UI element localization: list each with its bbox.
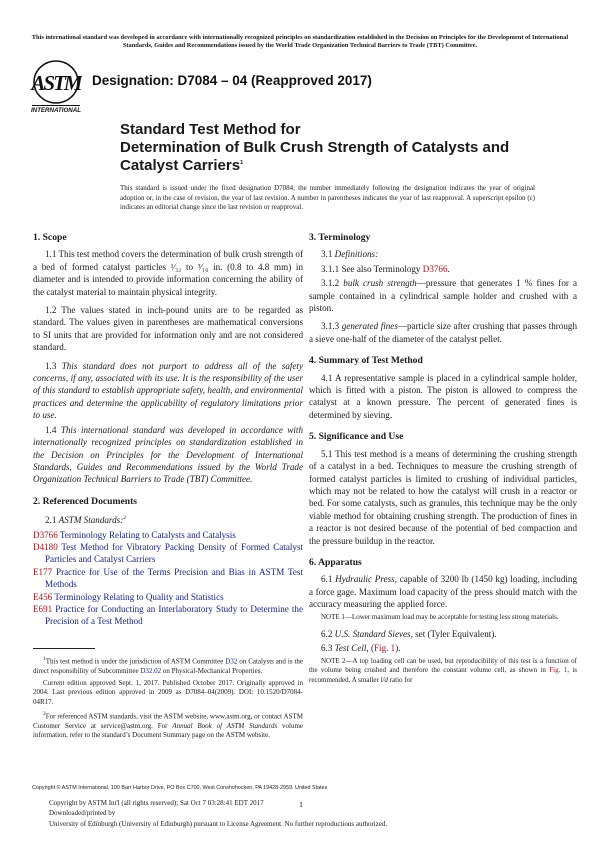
- fig-1-link[interactable]: Fig. 1: [374, 643, 396, 654]
- title-footnote-mark[interactable]: 1: [240, 160, 244, 166]
- scope-1-2: 1.2 The values stated in inch-pound units are to be regarded as standard. The values given in parentheses are mathematical conversions to SI units that are provided for information only and are not considered standard.: [33, 305, 303, 353]
- apparatus-6-2: 6.2 U.S. Standard Sieves, set (Tyler Equivalent).: [321, 628, 497, 639]
- edition-note: Current edition approved Sept. 1, 2017. Published October 2017. Originally approved in 2004. Last previous edition approved in 2009 as D7084–04(2009). DOI: 10.1520/D7084-04R17.: [33, 678, 303, 706]
- d3766-link[interactable]: D3766: [422, 263, 448, 274]
- section-significance-heading: 5. Significance and Use: [309, 431, 404, 443]
- scope-1-3: 1.3 This standard does not purport to address all of the safety concerns, if any, associated with its use. It is the responsibility of the user of this standard to establish appropriate safety, health, and environmental practices and determine the applicability of regulatory limitations prior to use.: [33, 360, 303, 421]
- apparatus-6-1: 6.1 Hydraulic Press, capable of 3200 lb (1450 kg) loading, including a force gage. Maximum load capacity of the press should match with the accuracy measuring the applied force.: [309, 574, 577, 610]
- license-line-2: Downloaded/printed by: [49, 809, 116, 818]
- ref-item[interactable]: [33, 541, 303, 566]
- fig-1-link[interactable]: Fig. 1: [549, 666, 568, 675]
- note-1: NOTE 1—Lower maximum load may be acceptable for testing less strong materials.: [321, 612, 559, 621]
- ref-code[interactable]: E456: [33, 591, 53, 602]
- ref-item[interactable]: [33, 529, 303, 541]
- ref-code[interactable]: D3766: [33, 529, 58, 540]
- note-2: NOTE 2—A top loading cell can be used, but reproducibility of this test is a function of the volume being crushed and therefore the constant volume cell, as shown in Fig. 1, is recommended. A smaller l/d ratio for: [309, 656, 577, 684]
- ref-code[interactable]: E691: [33, 604, 53, 614]
- section-apparatus-heading: 6. Apparatus: [309, 556, 362, 568]
- apparatus-6-3: 6.3 Test Cell, (Fig. 1).: [321, 643, 401, 654]
- ref-title[interactable]: Practice for Conducting an Interlaboratory Study to Determine the Precision of a Test Method: [45, 604, 303, 627]
- ref-item[interactable]: [33, 566, 303, 591]
- license-line-3: University of Edinburgh (University of Edinburgh) pursuant to License Agreement. No further reproductions authorized.: [49, 819, 388, 828]
- section-scope-heading: 1. Scope: [33, 232, 67, 243]
- title-line-3: Catalyst Carriers$^1$: [120, 157, 244, 174]
- footnote-2: $^2$For referenced ASTM standards, visit the ASTM website, www.astm.org, or contact ASTM Customer Service at service@astm.org. For Annual Book of ASTM Standards volume information, refer to the standard’s Document Summary page on the ASTM website.: [33, 711, 303, 740]
- svg-text:ASTM: ASTM: [31, 71, 81, 95]
- astm-logo: [30, 58, 82, 116]
- ref-title[interactable]: Terminology Relating to Quality and Statistics: [54, 591, 224, 602]
- scope-1-4: 1.4 This international standard was developed in accordance with internationally recognized principles on standardization established in the Decision on Principles for the Development of International Standards, Guides and Recommendations issued by the World Trade Organization Technical Barriers to Trade (TBT) Committee.: [33, 424, 303, 485]
- committee-d32-link[interactable]: D32: [225, 657, 238, 666]
- subcommittee-d32-02-link[interactable]: D32.02: [140, 666, 162, 675]
- title-line-1: Standard Test Method for: [120, 121, 301, 138]
- definitions-label: 3.1 Definitions:: [321, 249, 379, 260]
- astm-standards-label: 2.1 ASTM Standards:$^2$: [45, 515, 126, 526]
- license-line-1: Copyright by ASTM Int'l (all rights reserved); Sat Oct 7 03:28:41 EDT 2017: [49, 799, 264, 807]
- section-summary-heading: 4. Summary of Test Method: [309, 355, 423, 367]
- ref-item[interactable]: [33, 591, 303, 603]
- svg-text:INTERNATIONAL: INTERNATIONAL: [30, 107, 82, 114]
- page-number: 1: [299, 800, 303, 809]
- right-column: [309, 232, 577, 691]
- copyright-line: Copyright © ASTM International, 100 Barr Harbor Drive, PO Box C700, West Conshohocken, PA 19428-2959. United States: [32, 785, 328, 791]
- ref-code[interactable]: D4180: [33, 541, 58, 552]
- footnote-2-mark[interactable]: 2: [123, 515, 126, 522]
- section-referenced-heading: 2. Referenced Documents: [33, 495, 137, 507]
- scope-1-1: 1.1 This test method covers the determination of bulk crush strength of a bed of formed catalyst particles ¹⁄₃₂ to ³⁄₁₆ in. (0.8 to 4.8 mm) in diameter and is intended to provide information concerning the ability of the catalyst material to maintain physical integrity.: [33, 249, 303, 297]
- significance-5-1: 5.1 This test method is a means of determining the crushing strength of a catalyst in a bed. Techniques to measure the crushing strength of formed catalyst particles is limited to crushing of individual particles, which may not be related to how the catalyst will crush in a reactor or bed. For some catalysts, such as granules, this technique may be the only viable method for obtaining crushing strength. The production of fines in a reactor is not desired because of the potential of bed compaction and the pressure buildup in the reactor.: [309, 448, 577, 546]
- issued-note: This standard is issued under the fixed designation D7084; the number immediately following the designation indicates the year of original adoption or, in the case of revision, the year of last revision. A number in parentheses indicates the year of last reapproval. A superscript epsilon (ε) indicates an editorial change since the last revision or reapproval.: [120, 184, 535, 212]
- referenced-list: [33, 529, 303, 628]
- term-3-1-1: 3.1.1 See also Terminology D3766.: [321, 263, 450, 274]
- ref-title[interactable]: Terminology Relating to Catalysts and Catalysis: [59, 529, 236, 540]
- left-column: [33, 232, 303, 744]
- ref-item[interactable]: [33, 603, 303, 628]
- title-line-2: Determination of Bulk Crush Strength of Catalysts and: [120, 139, 510, 156]
- astm-logo-icon: [30, 58, 82, 116]
- summary-4-1: 4.1 A representative sample is placed in a cylindrical sample holder, which is fitted with a piston. The piston is allowed to compress the catalyst at a known pressure. The percent of generated fines is determined by sieving.: [309, 372, 577, 420]
- ref-code[interactable]: E177: [33, 566, 53, 577]
- footnote-1: $^1$This test method is under the jurisdiction of ASTM Committee D32 on Catalysts and is the direct responsibility of Subcommittee D32.02 on Physical-Mechanical Properties.: [33, 655, 303, 675]
- footnote-divider: [33, 648, 95, 649]
- wto-notice: This international standard was developed in accordance with internationally recognized principles on standardization established in the Decision on Principles for the Development of International Standards, Guides and Recommendations issued by the World Trade Organization Technical Barriers to Trade (TBT) Committee.: [31, 34, 569, 49]
- designation: Designation: D7084 – 04 (Reapproved 2017): [92, 73, 372, 88]
- term-3-1-3: 3.1.3 generated fines—particle size after crushing that passes through a sieve one-half of the diameter of the catalyst pellet.: [309, 321, 577, 344]
- license-block: [49, 798, 387, 829]
- section-terminology-heading: 3. Terminology: [309, 232, 371, 243]
- ref-title[interactable]: Test Method for Vibratory Packing Density of Formed Catalyst Particles and Catalyst Carriers: [45, 541, 304, 565]
- term-3-1-2: 3.1.2 bulk crush strength—pressure that generates 1 % fines for a sample contained in a cylindrical sample holder and crushed with a piston.: [309, 278, 577, 314]
- ref-title[interactable]: Practice for Use of the Terms Precision and Bias in ASTM Test Methods: [45, 566, 303, 590]
- document-title: [120, 121, 540, 175]
